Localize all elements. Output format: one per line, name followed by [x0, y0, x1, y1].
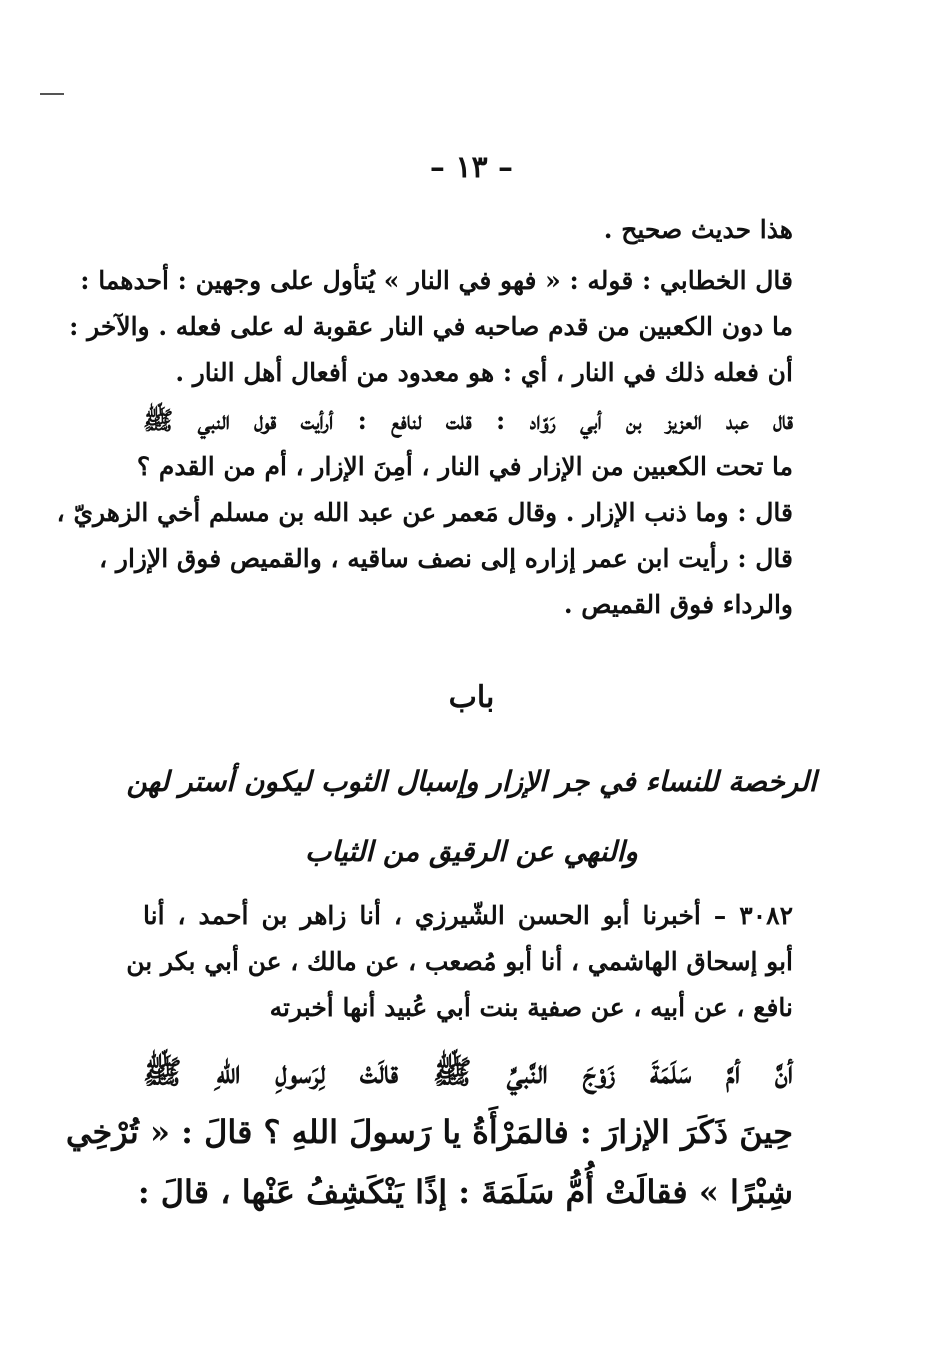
chapter-title-line-1: الرخصة للنساء في جر الإزار وإسبال الثوب ليكون أستر لهن [126, 765, 817, 798]
text-line: ما دون الكعبين من قدم صاحبه في النار عقوبة له على فعله . والآخر : [69, 312, 793, 341]
bab-heading: باب [448, 680, 495, 715]
text-line: هذا حديث صحيح . [603, 215, 793, 244]
text-line: ما تحت الكعبين من الإزار في النار ، أمِنَ الإزار ، أم من القدم ؟ [136, 452, 793, 481]
paragraph-2 [69, 258, 793, 396]
text-line: حِينَ ذَكَرَ الإزارَ : فالمَرْأَةُ يا رَسولَ اللهِ ؟ قالَ : « تُرْخِي [65, 1113, 793, 1151]
page-number: – ١٣ – [429, 150, 514, 185]
isnad [126, 893, 793, 1031]
paragraph-1 [143, 207, 793, 253]
edge-mark [40, 93, 64, 95]
text-line: أبو إسحاق الهاشمي ، أنا أبو مُصعب ، عن مالك ، عن أبي بكر بن [126, 947, 793, 976]
text-line: شِبْرًا » فقالَتْ أُمُّ سَلَمَةَ : إذًا يَنْكَشِفُ عَنْها ، قالَ : [137, 1173, 793, 1211]
text-line: قال عبد العزيز بن أبي رَوّاد : قلت لنافع : أرأيت قول النبي ﷺ [143, 406, 793, 435]
text-line: أن فعله ذلك في النار ، أي : هو معدود من أفعال أهل النار . [175, 358, 793, 387]
text-line: نافع ، عن أبيه ، عن صفية بنت أبي عُبيد أنها أخبرته [269, 993, 793, 1022]
text-line: ٣٠٨٢ – أخبرنا أبو الحسن الشّيرزي ، أنا زاهر بن أحمد ، أنا [143, 901, 793, 930]
chapter-title-line-2: والنهي عن الرقيق من الثياب [305, 835, 638, 868]
text-line: قال : رأيت ابن عمر إزاره إلى نصف ساقيه ، والقميص فوق الإزار ، [99, 544, 793, 573]
text-line: قال : وما ذنب الإزار . وقال مَعمر عن عبد الله بن مسلم أخي الزهريّ ، [56, 498, 793, 527]
text-line: والرداء فوق القميص . [563, 590, 793, 619]
hadith-matn [65, 1042, 793, 1222]
text-line: قال الخطابي : قوله : « فهو في النار » يُتأول على وجهين : أحدهما : [80, 266, 793, 295]
text-line: أنَّ أمَّ سَلَمَةَ زَوْجَ النَّبيِّ ﷺ قالَتْ لِرَسولِ اللهِ ﷺ [143, 1053, 793, 1091]
paragraph-3 [56, 398, 793, 628]
